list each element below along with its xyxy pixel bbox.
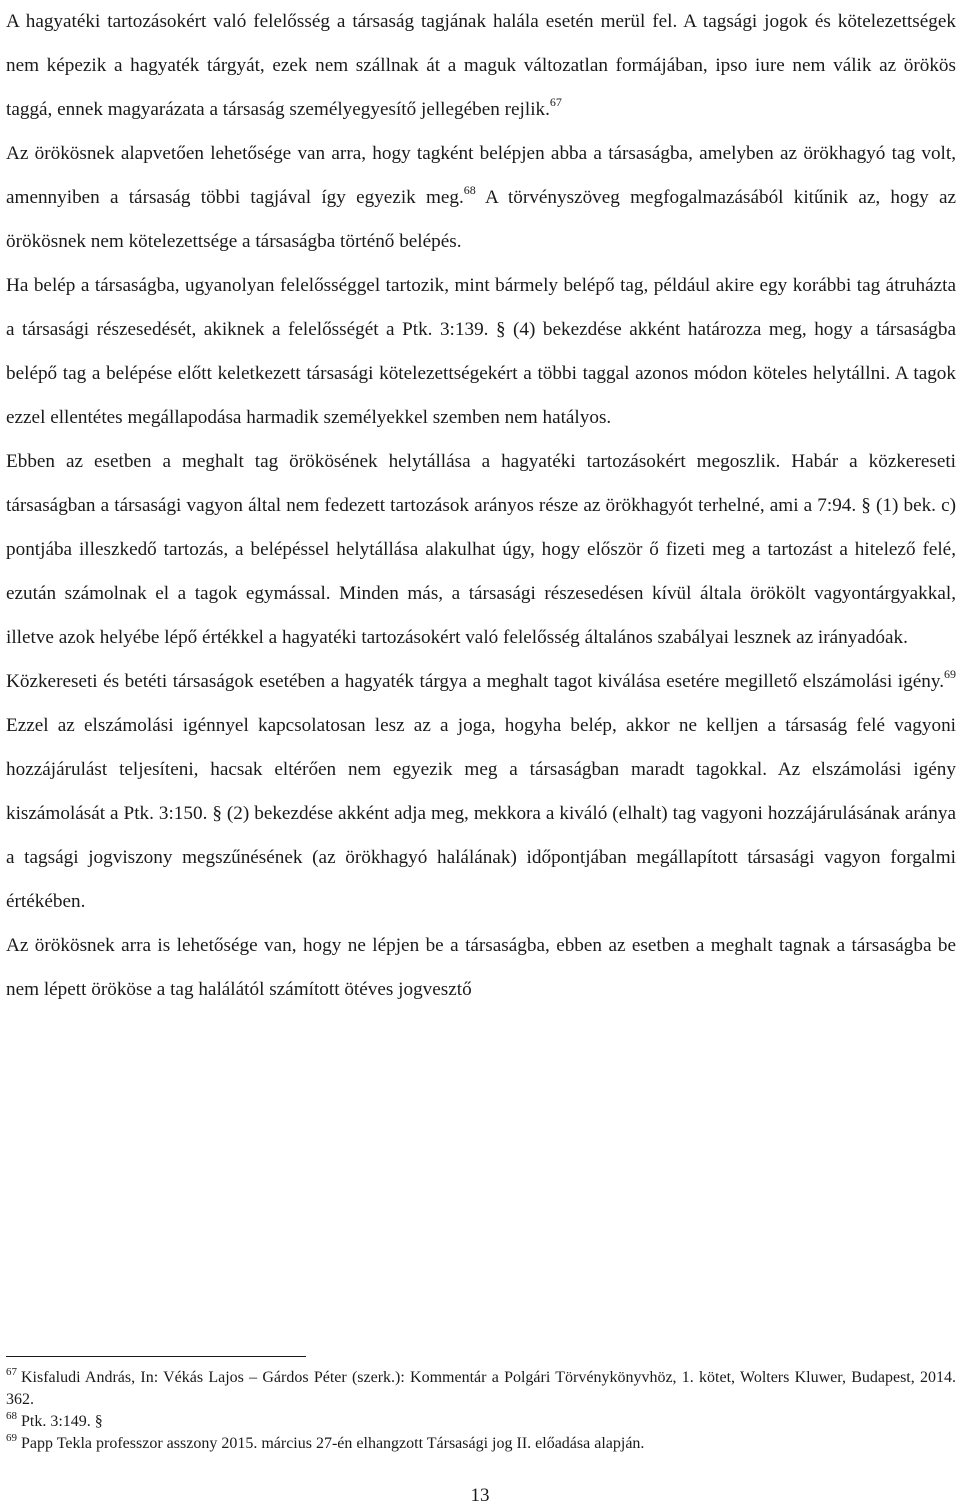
paragraph: Ha belép a társaságba, ugyanolyan felelősséggel tartozik, mint bármely belépő tag, például akire egy korábbi tag átruházta a társasági részesedését, akiknek a felelősségét a Ptk. 3:139. § (4) bekezdése akként határozza meg, hogy a társaságba belépő tag a belépése előtt keletkezett társasági kötelezettségekért a többi taggal azonos módon köteles helytállni. A tagok ezzel ellentétes megállapodása harmadik személyekkel szemben nem hatályos. <box>6 275 956 428</box>
footnote: $^{69}$ Papp Tekla professzor asszony 2015. március 27-én elhangzott Társasági jog II. előadása alapján. <box>6 1431 645 1452</box>
footnote-number: 69 <box>6 1431 17 1444</box>
footnote-reference[interactable]: 69 <box>944 666 956 681</box>
paragraph: Az örökösnek arra is lehetősége van, hogy ne lépjen be a társaságba, ebben az esetben a meghalt tagnak a társaságba be nem lépett örököse a tag halálától számított ötéves jogvesztő <box>6 935 956 1000</box>
footnote: $^{67}$ Kisfaludi András, In: Vékás Lajos – Gárdos Péter (szerk.): Kommentár a Polgári Törvénykönyvhöz, 1. kötet, Wolters Kluwer, Budapest, 2014. 362. <box>6 1365 956 1408</box>
paragraph: A hagyatéki tartozásokért való felelősség a társaság tagjának halála esetén merül fel. A tagsági jogok és kötelezettségek nem képezik a hagyaték tárgyát, ezek nem szállnak át a maguk változatlan formájában, ipso iure nem válik az örökös taggá, ennek magyarázata a társaság személyegyesítő jellegében rejlik.$^{67}$ <box>6 11 956 120</box>
footnote: $^{68}$ Ptk. 3:149. § <box>6 1409 103 1430</box>
footnote-number: 68 <box>6 1409 17 1422</box>
footnote-reference[interactable]: 68 <box>463 182 476 197</box>
footnote-number: 67 <box>6 1365 17 1378</box>
paragraph: Közkereseti és betéti társaságok esetében a hagyaték tárgya a meghalt tagot kiválása esetére megillető elszámolási igény.$^{69}$ Ezzel az elszámolási igénnyel kapcsolatosan lesz az a joga, hogyha belép, akkor ne kelljen a társaság felé vagyoni hozzájárulást teljesíteni, hacsak eltérően nem egyezik meg a társaságban maradt tagokkal. Az elszámolási igény kiszámolását a Ptk. 3:150. § (2) bekezdése akként adja meg, mekkora a kiváló (elhalt) tag vagyoni hozzájárulásának aránya a tagsági jogviszony megszűnésének (az örökhagyó halálának) időpontjában megállapított társasági vagyon forgalmi értékében. <box>6 666 956 912</box>
footnote-separator <box>6 1356 306 1357</box>
page-number: 13 <box>470 1485 490 1506</box>
body-text <box>6 0 956 1012</box>
paragraph: Ebben az esetben a meghalt tag örökösének helytállása a hagyatéki tartozásokért megoszlik. Habár a közkereseti társaságban a társasági vagyon által nem fedezett tartozások arányos része az örökhagyót terhelné, ami a 7:94. § (1) bek. c) pontjába illeszkedő tartozás, a belépéssel helytállása alakulhat úgy, hogy először ő fizeti meg a tartozást a hitelező felé, ezután számolnak el a tagok egymással. Minden más, a társasági részesedésen kívül általa örökölt vagyontárgyakkal, illetve azok helyébe lépő értékkel a hagyatéki tartozásokért való felelősség általános szabályai lesznek az irányadóak. <box>6 451 956 648</box>
footnote-reference[interactable]: 67 <box>549 94 562 109</box>
paragraph: Az örökösnek alapvetően lehetősége van arra, hogy tagként belépjen abba a társaságba, amelyben az örökhagyó tag volt, amennyiben a társaság többi tagjával így egyezik meg.$^{68}$ A törvényszöveg megfogalmazásából kitűnik az, hogy az örökösnek nem kötelezettsége a társaságba történő belépés. <box>6 143 956 252</box>
page <box>6 0 956 1012</box>
footnotes <box>6 1367 956 1455</box>
